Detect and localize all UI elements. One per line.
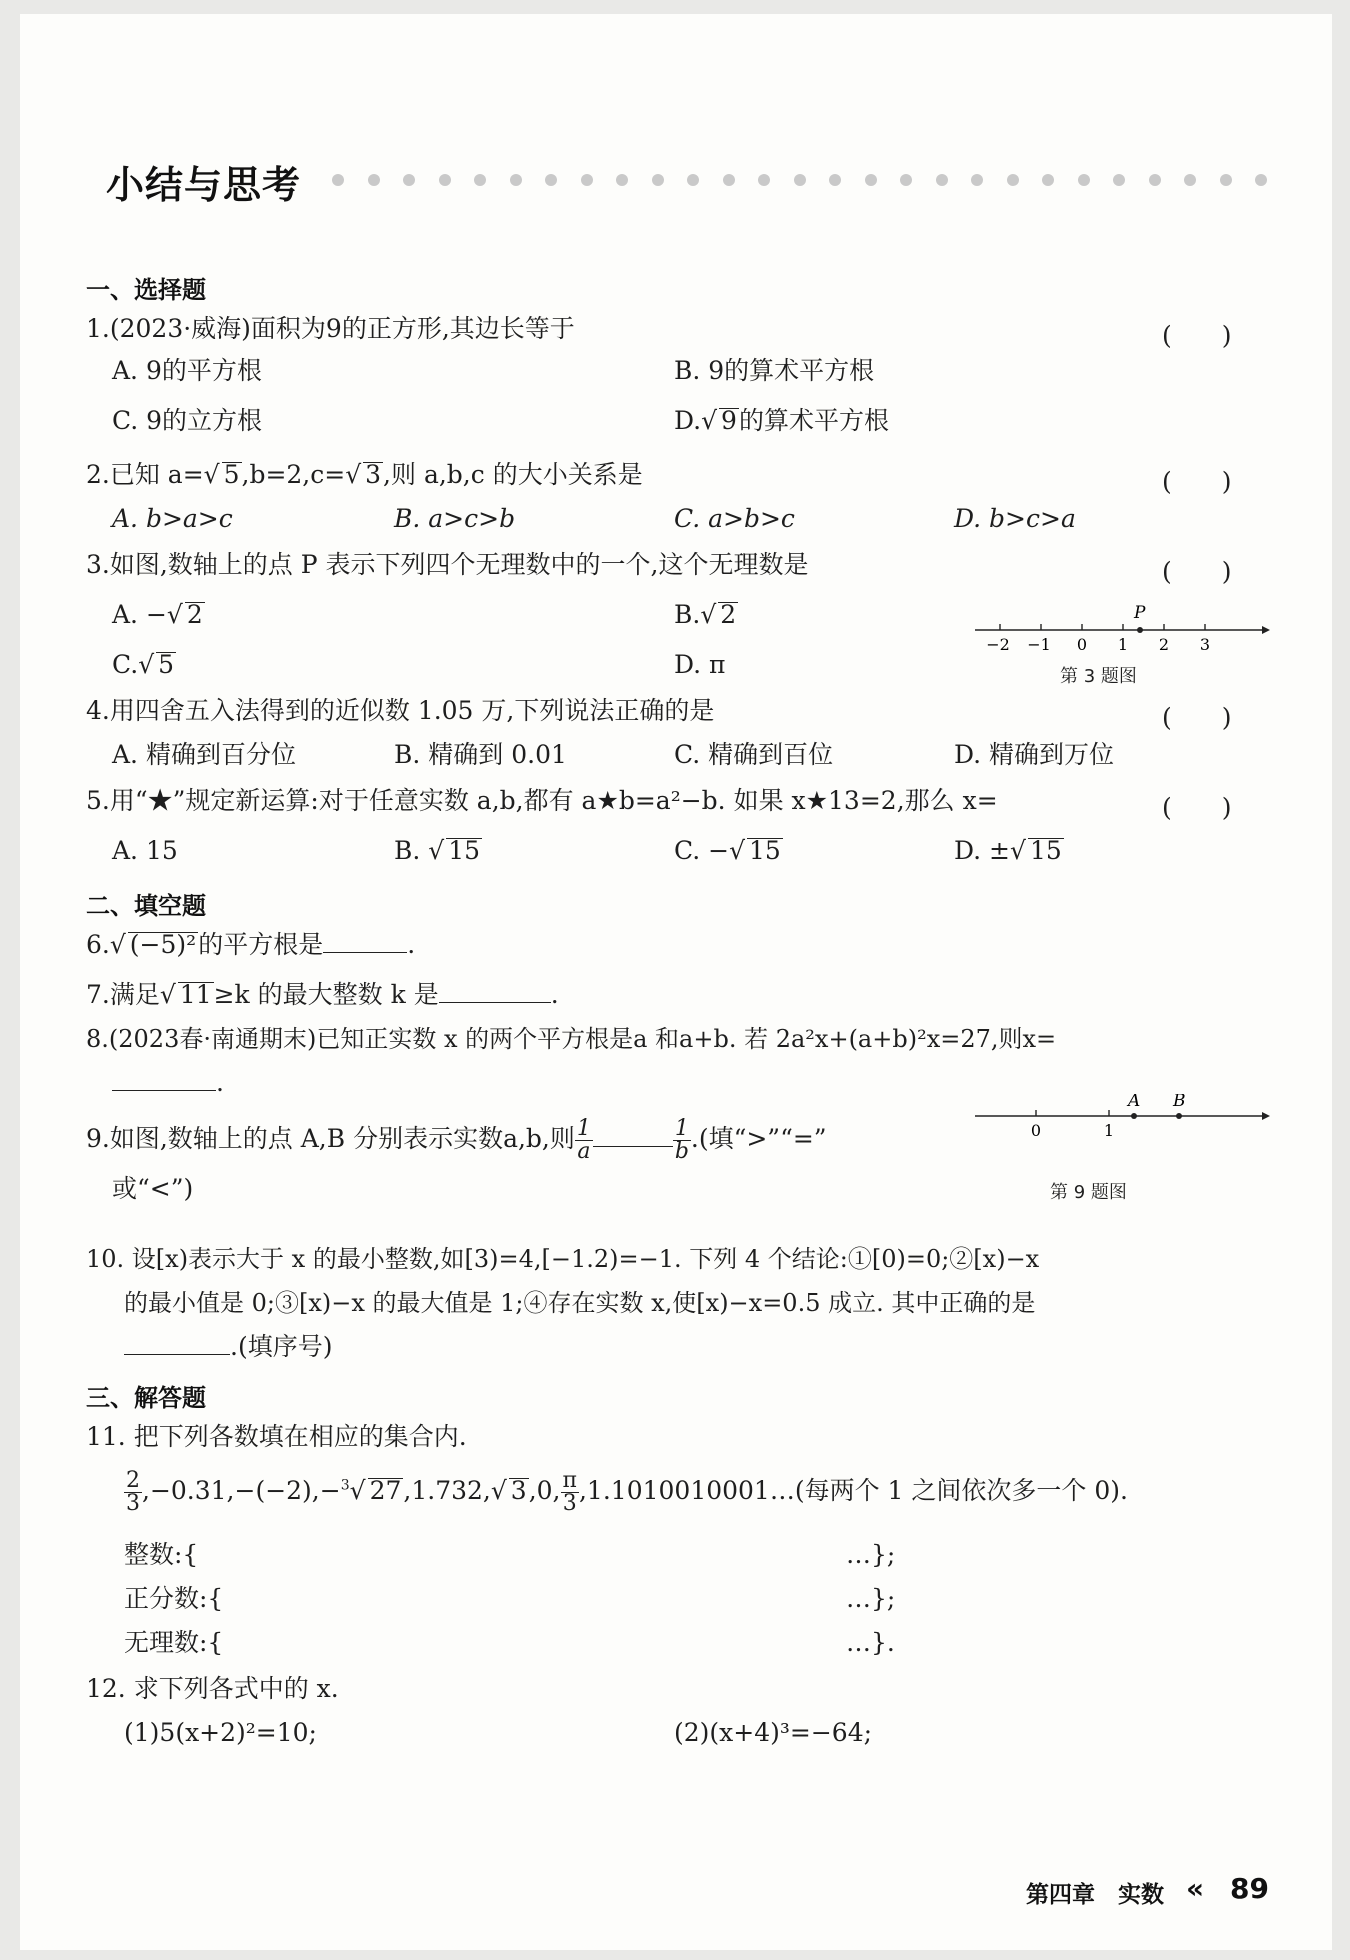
question-8-answer-line: . — [112, 1068, 224, 1098]
q2-option-d: D. b>c>a — [954, 504, 1076, 533]
set-integers-end: …}; — [846, 1540, 896, 1569]
title-dots-decoration — [332, 174, 1267, 188]
axis-arrow-icon — [1262, 626, 1270, 634]
question-2-stem: 2.已知 a=√ 5,b=2,c=√ 3,则 a,b,c 的大小关系是 — [86, 460, 643, 489]
set-irrationals-end: …}. — [846, 1628, 895, 1657]
question-6: 6.√ (−5)²的平方根是 . — [86, 930, 416, 959]
q9-figure-caption: 第 9 题图 — [1050, 1182, 1127, 1203]
q3-option-a: A. −√ 2 — [112, 600, 203, 629]
answer-paren: ( ) — [1162, 703, 1232, 732]
tick-label: 1 — [1103, 1121, 1115, 1140]
textbook-page — [20, 14, 1332, 1950]
q1-option-d: D.√ 9的算术平方根 — [674, 406, 889, 435]
question-10-line2: 的最小值是 0;③[x)−x 的最大值是 1;④存在实数 x,使[x)−x=0.5 成立. 其中正确的是 — [124, 1289, 1036, 1317]
q5-option-d: D. ±√ 15 — [954, 836, 1062, 865]
q4-option-c: C. 精确到百位 — [674, 740, 834, 769]
point-a-label: A — [1128, 1094, 1141, 1111]
tick-label: −1 — [1027, 635, 1051, 654]
q1-option-b: B. 9的算术平方根 — [674, 356, 875, 385]
q3-option-b: B.√ 2 — [674, 600, 737, 629]
page-number: 89 — [1230, 1872, 1269, 1905]
tick-label: 1 — [1117, 635, 1129, 654]
section-heading-fill: 二、填空题 — [86, 892, 206, 920]
question-5-stem: 5.用“★”规定新运算:对于任意实数 a,b,都有 a★b=a²−b. 如果 x★13=2,那么 x= — [86, 786, 998, 815]
answer-paren: ( ) — [1162, 321, 1232, 350]
axis-arrow-icon — [1262, 1112, 1270, 1120]
answer-paren: ( ) — [1162, 793, 1232, 822]
tick-label: 0 — [1076, 635, 1088, 654]
page-title: 小结与思考 — [106, 163, 302, 207]
set-integers-label: 整数:{ — [124, 1540, 199, 1569]
q4-option-b: B. 精确到 0.01 — [394, 740, 567, 769]
q4-option-a: A. 精确到百分位 — [112, 740, 296, 769]
q3-number-line-figure — [970, 594, 1270, 654]
question-11-numbers: $\frac{2}{3}$ ,−0.31,−(−2),−$^3$√ 27,1.732,√ 3,0, $\frac{\pi}{3}$ ,1.1010010001…(每两个 1 之间依次多一个 0). — [126, 1468, 1128, 1516]
q1-option-a: A. 9的平方根 — [112, 356, 262, 385]
question-4-stem: 4.用四舍五入法得到的近似数 1.05 万,下列说法正确的是 — [86, 696, 715, 725]
point-a-marker — [1131, 1113, 1137, 1119]
question-12-part2: (2)(x+4)³=−64; — [674, 1718, 873, 1747]
question-12-stem: 12. 求下列各式中的 x. — [86, 1674, 339, 1703]
answer-paren: ( ) — [1162, 557, 1232, 586]
q9-number-line-figure — [970, 1094, 1270, 1144]
set-positive-fractions-label: 正分数:{ — [124, 1584, 224, 1613]
point-b-label: B — [1173, 1094, 1186, 1111]
tick-label: 2 — [1158, 635, 1170, 654]
set-positive-fractions-end: …}; — [846, 1584, 896, 1613]
question-8: 8.(2023春·南通期末)已知正实数 x 的两个平方根是a 和a+b. 若 2a²x+(a+b)²x=27,则x= — [86, 1025, 1057, 1053]
question-1-stem: 1.(2023·威海)面积为9的正方形,其边长等于 — [86, 314, 575, 343]
q5-option-b: B. √ 15 — [394, 836, 481, 865]
q1-option-c: C. 9的立方根 — [112, 406, 263, 435]
q3-figure-caption: 第 3 题图 — [1060, 666, 1137, 687]
question-10-line1: 10. 设[x)表示大于 x 的最小整数,如[3)=4,[−1.2)=−1. 下列 4 个结论:①[0)=0;②[x)−x — [86, 1245, 1040, 1273]
q5-option-c: C. −√ 15 — [674, 836, 781, 865]
point-b-marker — [1176, 1113, 1182, 1119]
q5-option-a: A. 15 — [112, 836, 178, 865]
q3-option-c: C.√ 5 — [112, 650, 175, 679]
tick-label: 3 — [1199, 635, 1211, 654]
q3-option-d: D. π — [674, 650, 726, 679]
footer-arrows-icon: « — [1186, 1872, 1205, 1905]
q2-option-b: B. a>c>b — [394, 504, 516, 533]
question-10-line3: .(填序号) — [124, 1332, 332, 1362]
question-3-stem: 3.如图,数轴上的点 P 表示下列四个无理数中的一个,这个无理数是 — [86, 550, 809, 579]
answer-paren: ( ) — [1162, 467, 1232, 496]
footer-chapter: 第四章 实数 — [1026, 1882, 1164, 1908]
q2-option-a: A. b>a>c — [112, 504, 233, 533]
q4-option-d: D. 精确到万位 — [954, 740, 1115, 769]
section-heading-choice: 一、选择题 — [86, 276, 206, 304]
question-11-stem: 11. 把下列各数填在相应的集合内. — [86, 1422, 467, 1451]
tick-label: −2 — [986, 635, 1010, 654]
q2-option-c: C. a>b>c — [674, 504, 795, 533]
question-9-line2: 或“<”) — [112, 1174, 194, 1203]
question-12-part1: (1)5(x+2)²=10; — [124, 1718, 317, 1747]
tick-label: 0 — [1030, 1121, 1042, 1140]
set-irrationals-label: 无理数:{ — [124, 1628, 224, 1657]
question-7: 7.满足√ 11≥k 的最大整数 k 是 . — [86, 980, 559, 1009]
section-heading-answer: 三、解答题 — [86, 1384, 206, 1412]
question-9: 9.如图,数轴上的点 A,B 分别表示实数a,b,则 $\frac{1}{a}$ $\frac{1}{b}$ .(填“>”“=” — [86, 1116, 827, 1164]
point-p-marker — [1137, 627, 1143, 633]
point-p-label: P — [1134, 603, 1146, 623]
